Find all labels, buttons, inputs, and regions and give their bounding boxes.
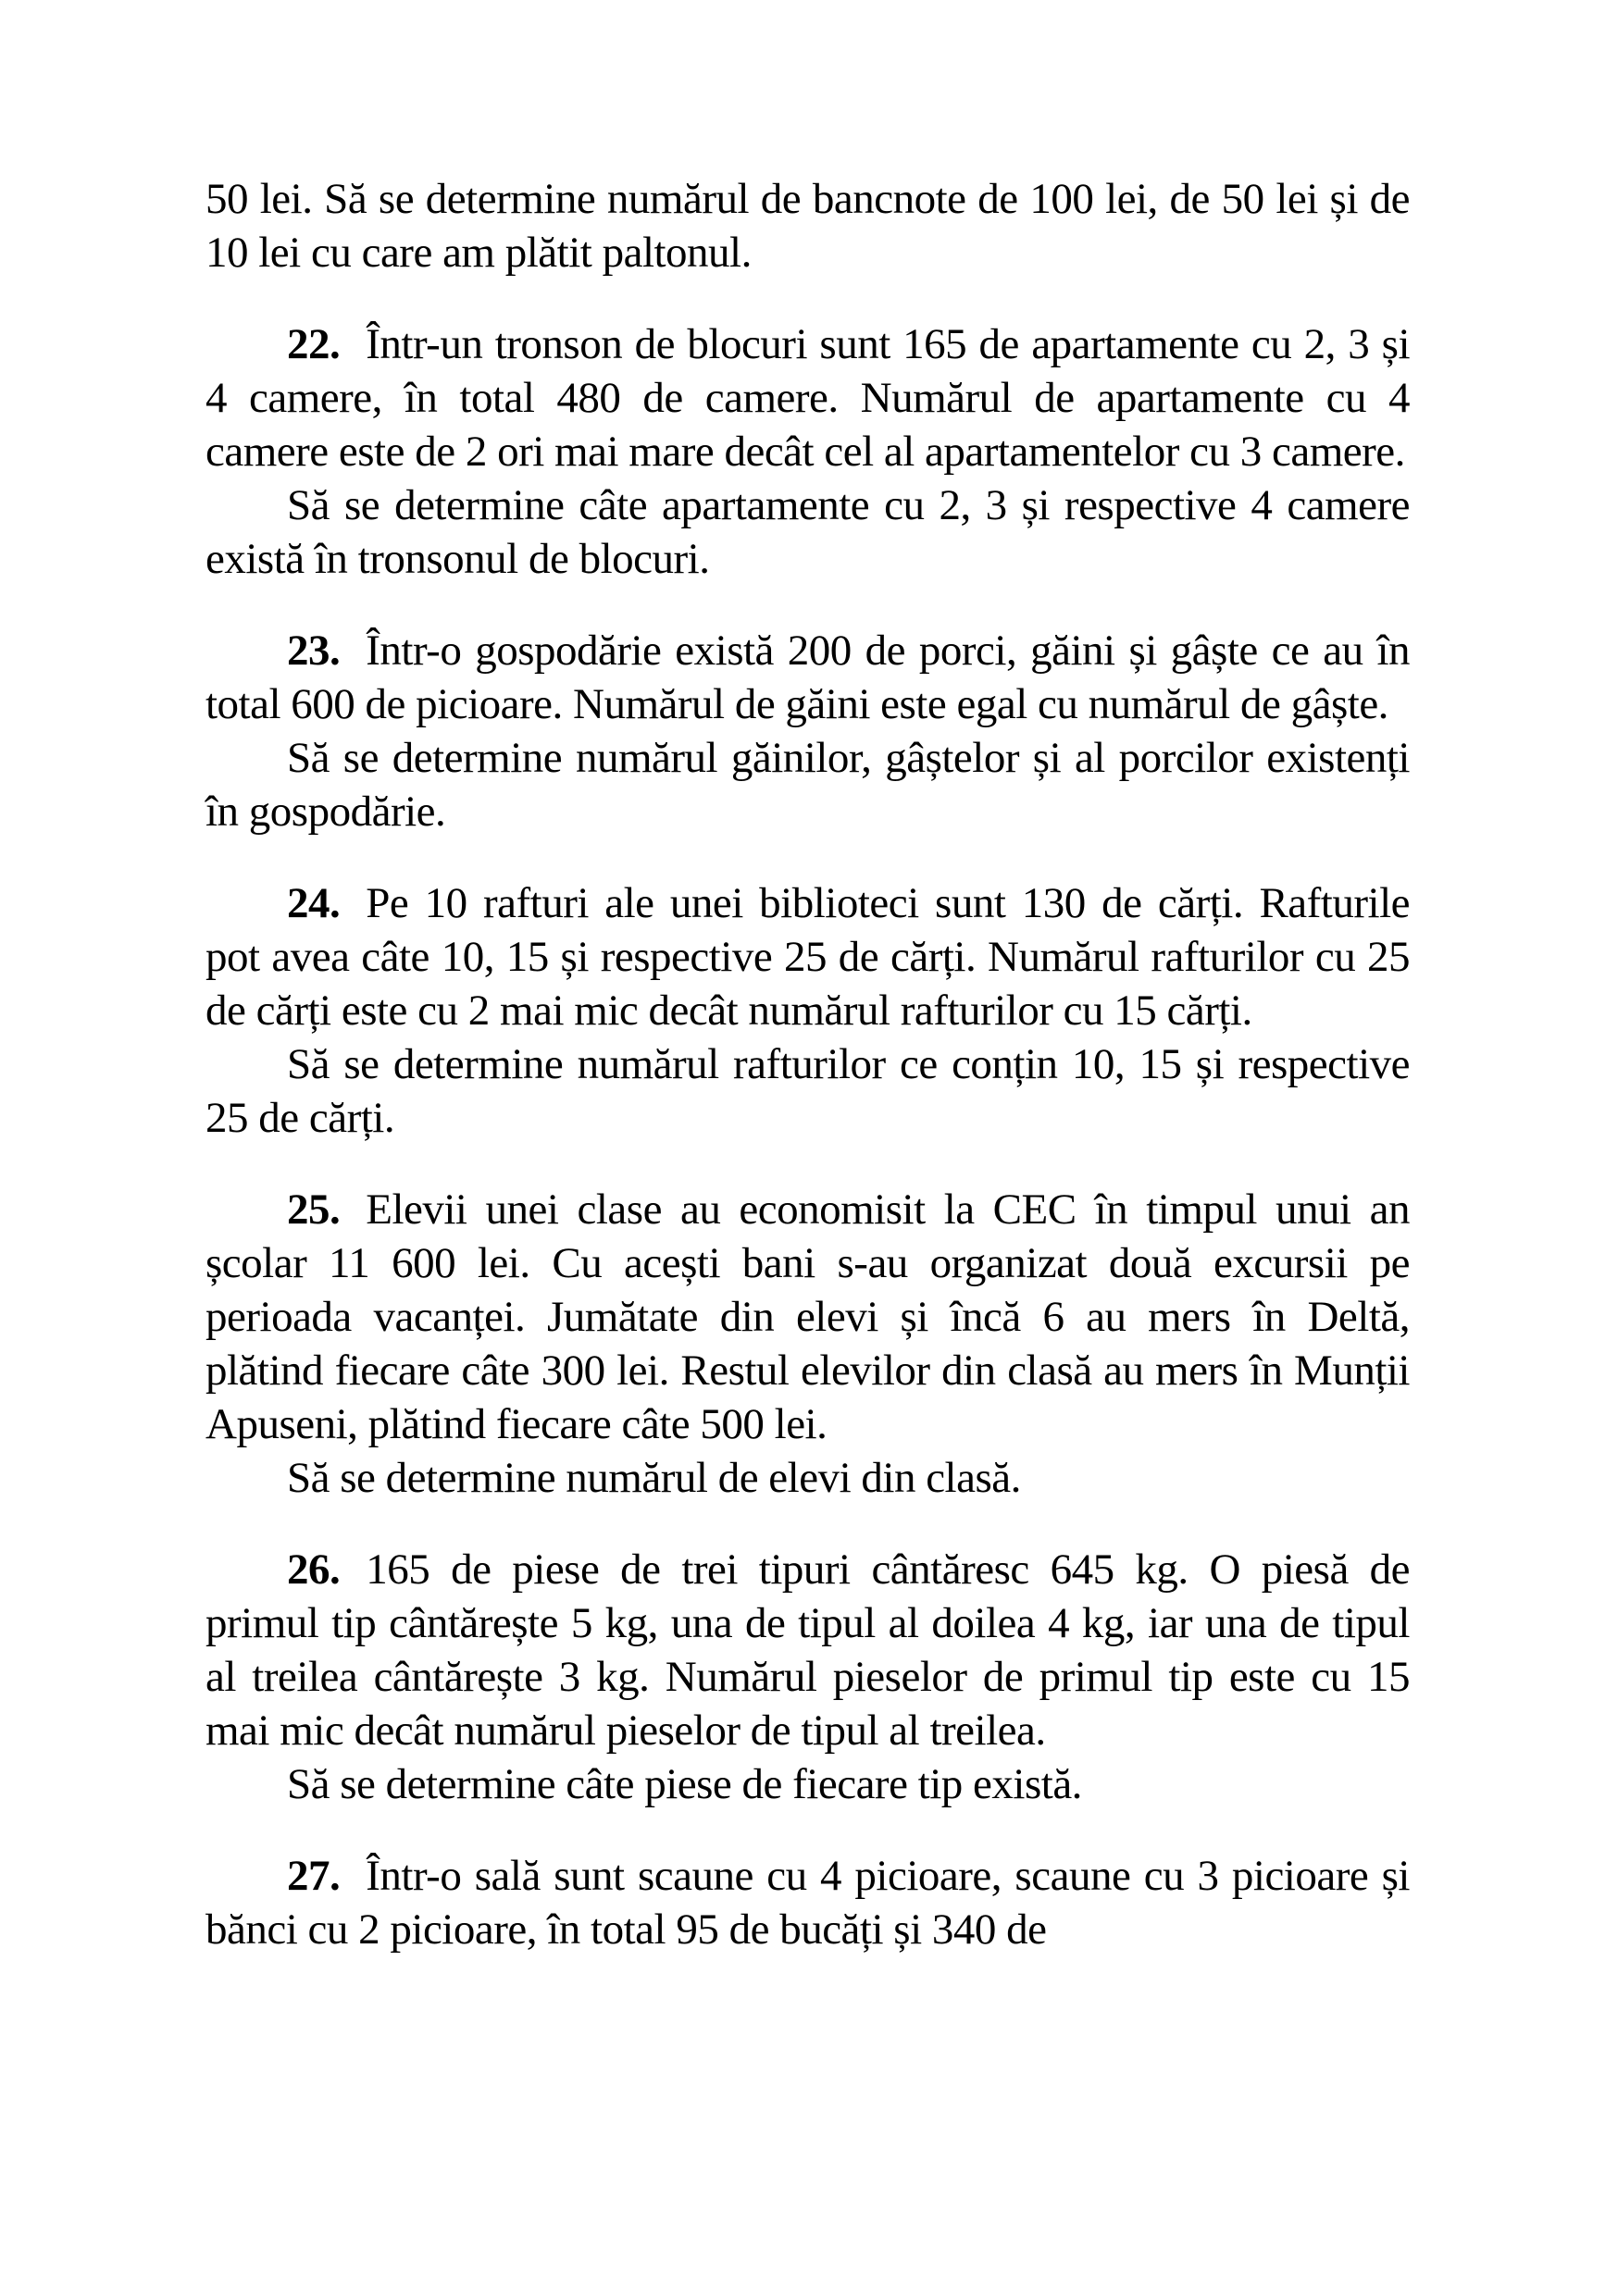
- problem-task: Să se determine numărul de elevi din clasă.: [287, 1454, 1021, 1502]
- problem-task: Să se determine numărul rafturilor ce conțin 10, 15 și respective 25 de cărți.: [205, 1040, 1410, 1142]
- problem-number: 27.: [287, 1852, 341, 1900]
- problem-27: [205, 1849, 1410, 1956]
- problem-statement-text: Într-un tronson de blocuri sunt 165 de apartamente cu 2, 3 și 4 camere, în total 480 de camere. Numărul de apartamente cu 4 camere este de 2 ori mai mare decât cel al apartamentelor cu 3 camere.: [205, 320, 1410, 476]
- problem-statement: [205, 876, 1410, 1037]
- problem-24: [205, 876, 1410, 1145]
- problem-25: [205, 1183, 1410, 1505]
- problem-statement-text: Într-o gospodărie există 200 de porci, găini și gâște ce au în total 600 de picioare. Numărul de găini este egal cu numărul de gâște.: [205, 627, 1410, 728]
- problem-number: 24.: [287, 879, 341, 927]
- problem-number: 26.: [287, 1545, 341, 1594]
- problem-number: 25.: [287, 1185, 341, 1234]
- problem-statement-text: Pe 10 rafturi ale unei biblioteci sunt 130 de cărți. Rafturile pot avea câte 10, 15 și respective 25 de cărți. Numărul rafturilor cu 25 de cărți este cu 2 mai mic decât numărul rafturilor cu 15 cărți.: [205, 879, 1410, 1035]
- problem-statement: [205, 1849, 1410, 1956]
- problem-statement: [205, 1183, 1410, 1451]
- problem-statement: [205, 317, 1410, 478]
- problem-task: Să se determine numărul găinilor, gâștelor și al porcilor existenți în gospodărie.: [205, 734, 1410, 836]
- problem-statement-text: 165 de piese de trei tipuri cântăresc 645 kg. O piesă de primul tip cântărește 5 kg, una de tipul al doilea 4 kg, iar una de tipul al treilea cântărește 3 kg. Numărul pieselor de primul tip este cu 15 mai mic decât numărul pieselor de tipul al treilea.: [205, 1545, 1410, 1755]
- problem-number: 22.: [287, 320, 341, 368]
- problem-statement: [205, 624, 1410, 731]
- problem-task: Să se determine câte piese de fiecare tip există.: [287, 1760, 1082, 1808]
- problem-26: [205, 1543, 1410, 1811]
- problem-statement: [205, 1543, 1410, 1757]
- problem-22: [205, 317, 1410, 586]
- problem-statement-text: Elevii unei clase au economisit la CEC în timpul unui an școlar 11 600 lei. Cu acești bani s-au organizat două excursii pe perioada vacanței. Jumătate din elevi și încă 6 au mers în Deltă, plătind fiecare câte 300 lei. Restul elevilor din clasă au mers în Munții Apuseni, plătind fiecare câte 500 lei.: [205, 1185, 1410, 1448]
- problem-task: Să se determine câte apartamente cu 2, 3 și respective 4 camere există în tronsonul de blocuri.: [205, 481, 1410, 583]
- problem-number: 23.: [287, 627, 341, 675]
- problem-statement-text: Într-o sală sunt scaune cu 4 picioare, scaune cu 3 picioare și bănci cu 2 picioare, în total 95 de bucăți și 340 de: [205, 1852, 1410, 1954]
- problem-23: [205, 624, 1410, 838]
- intro-paragraph: 50 lei. Să se determine numărul de bancnote de 100 lei, de 50 lei și de 10 lei cu care am plătit paltonul.: [205, 175, 1410, 277]
